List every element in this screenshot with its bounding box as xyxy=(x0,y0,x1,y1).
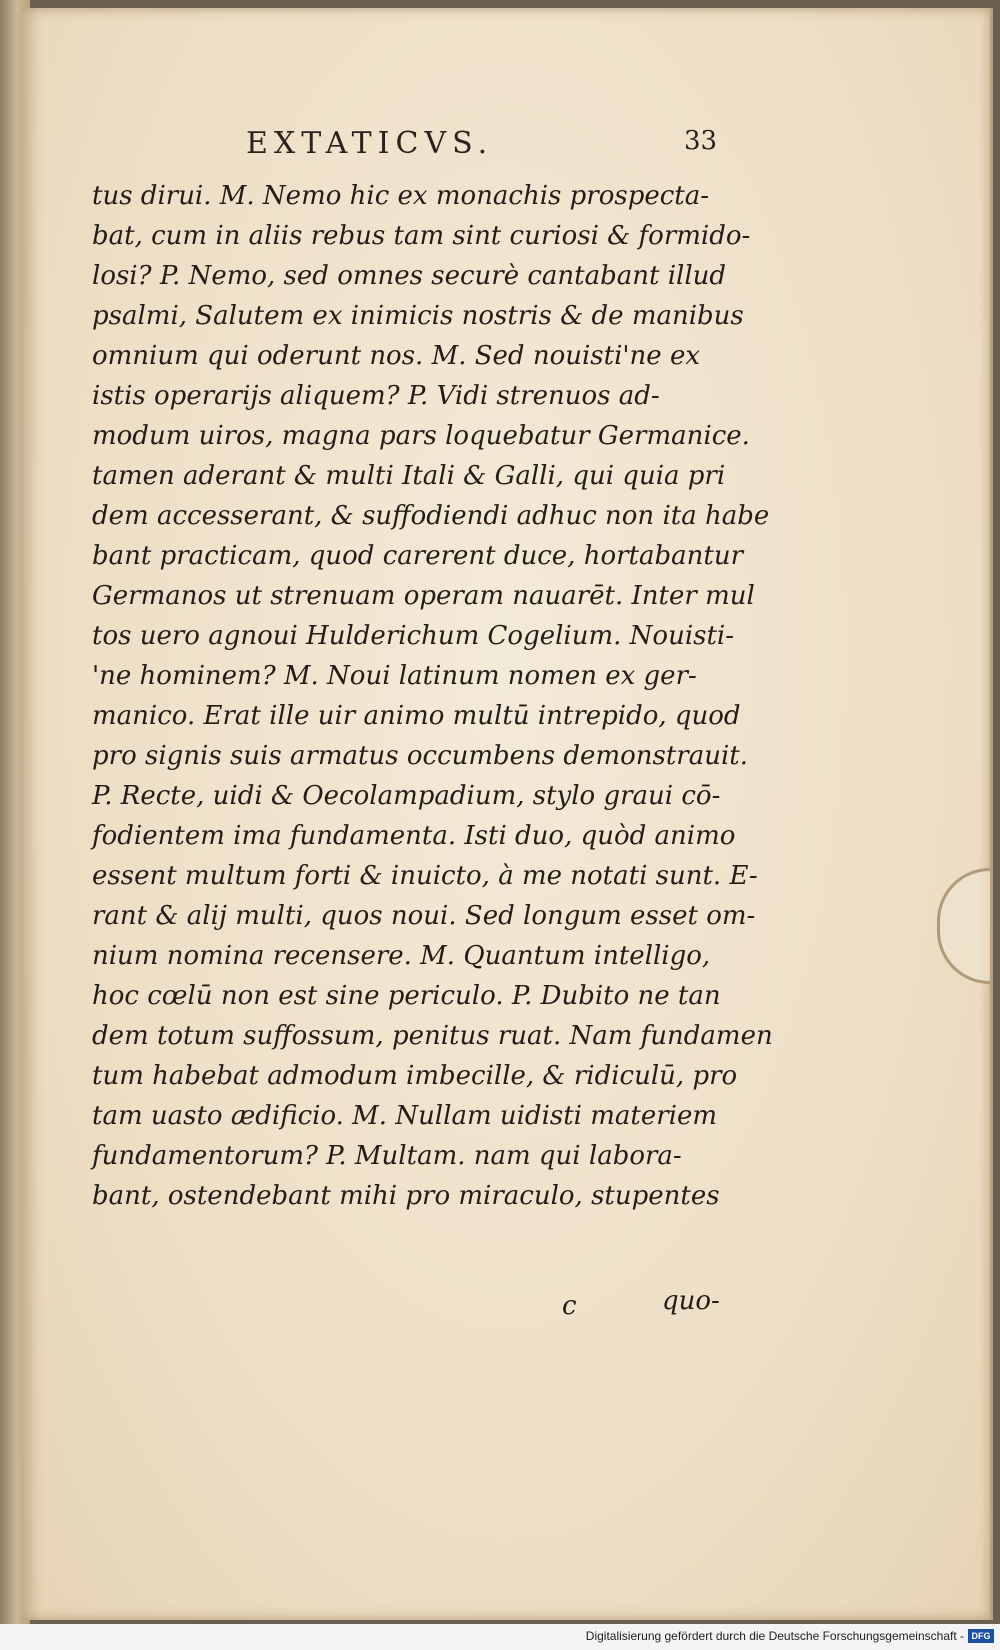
text-line: rant & alij multi, quos noui. Sed longum esset om- xyxy=(92,901,756,931)
running-head xyxy=(222,126,722,166)
text-line: bant, ostendebant mihi pro miraculo, stupentes xyxy=(92,1181,720,1211)
text-line: Germanos ut strenuam operam nauarēt. Inter mul xyxy=(92,581,755,611)
text-line: dem accesserant, & suffodiendi adhuc non ita habe xyxy=(92,501,770,531)
text-line: istis operarijs aliquem? P. Vidi strenuos ad- xyxy=(92,381,660,411)
text-line: bant practicam, quod carerent duce, hortabantur xyxy=(92,541,744,571)
text-line: tus dirui. M. Nemo hic ex monachis prospecta- xyxy=(92,181,710,211)
text-line: nium nomina recensere. M. Quantum intelligo, xyxy=(92,941,711,971)
book-page xyxy=(22,8,993,1620)
text-line: 'ne hominem? M. Noui latinum nomen ex ger- xyxy=(92,661,697,691)
body-text xyxy=(92,176,773,1216)
text-line: losi? P. Nemo, sed omnes securè cantabant illud xyxy=(92,261,727,291)
funding-credit: Digitalisierung gefördert durch die Deutsche Forschungsgemeinschaft - xyxy=(585,1629,964,1643)
text-line: dem totum suffossum, penitus ruat. Nam fundamen xyxy=(92,1021,773,1051)
text-line: hoc cœlū non est sine periculo. P. Dubito ne tan xyxy=(92,981,721,1011)
catchword: quo- xyxy=(662,1286,720,1316)
dfg-logo: DFG xyxy=(968,1629,994,1643)
text-line: fodientem ima fundamenta. Isti duo, quòd animo xyxy=(92,821,736,851)
text-line: tum habebat admodum imbecille, & ridiculū, pro xyxy=(92,1061,738,1091)
text-line: tos uero agnoui Hulderichum Cogelium. Nouisti- xyxy=(92,621,735,651)
text-line: pro signis suis armatus occumbens demonstrauit. xyxy=(92,741,748,771)
page-clip-shadow xyxy=(937,868,990,984)
text-line: P. Recte, uidi & Oecolampadium, stylo graui cō- xyxy=(92,781,721,811)
running-head-title: EXTATICVS. xyxy=(246,126,494,161)
text-line: bat, cum in aliis rebus tam sint curiosi & formido- xyxy=(92,221,751,251)
text-line: tamen aderant & multi Itali & Galli, qui quia pri xyxy=(92,461,726,491)
signature-mark: c xyxy=(562,1291,577,1321)
footer-bar xyxy=(0,1624,1000,1650)
text-line: essent multum forti & inuicto, à me notati sunt. E- xyxy=(92,861,758,891)
text-line: omnium qui oderunt nos. M. Sed nouisti'ne ex xyxy=(92,341,701,371)
folio-number: 33 xyxy=(684,126,718,156)
text-line: psalmi, Salutem ex inimicis nostris & de manibus xyxy=(92,301,744,331)
text-line: tam uasto ædificio. M. Nullam uidisti materiem xyxy=(92,1101,718,1131)
text-line: fundamentorum? P. Multam. nam qui labora- xyxy=(92,1141,682,1171)
text-line: manico. Erat ille uir animo multū intrepido, quod xyxy=(92,701,741,731)
text-line: modum uiros, magna pars loquebatur Germanice. xyxy=(92,421,750,451)
